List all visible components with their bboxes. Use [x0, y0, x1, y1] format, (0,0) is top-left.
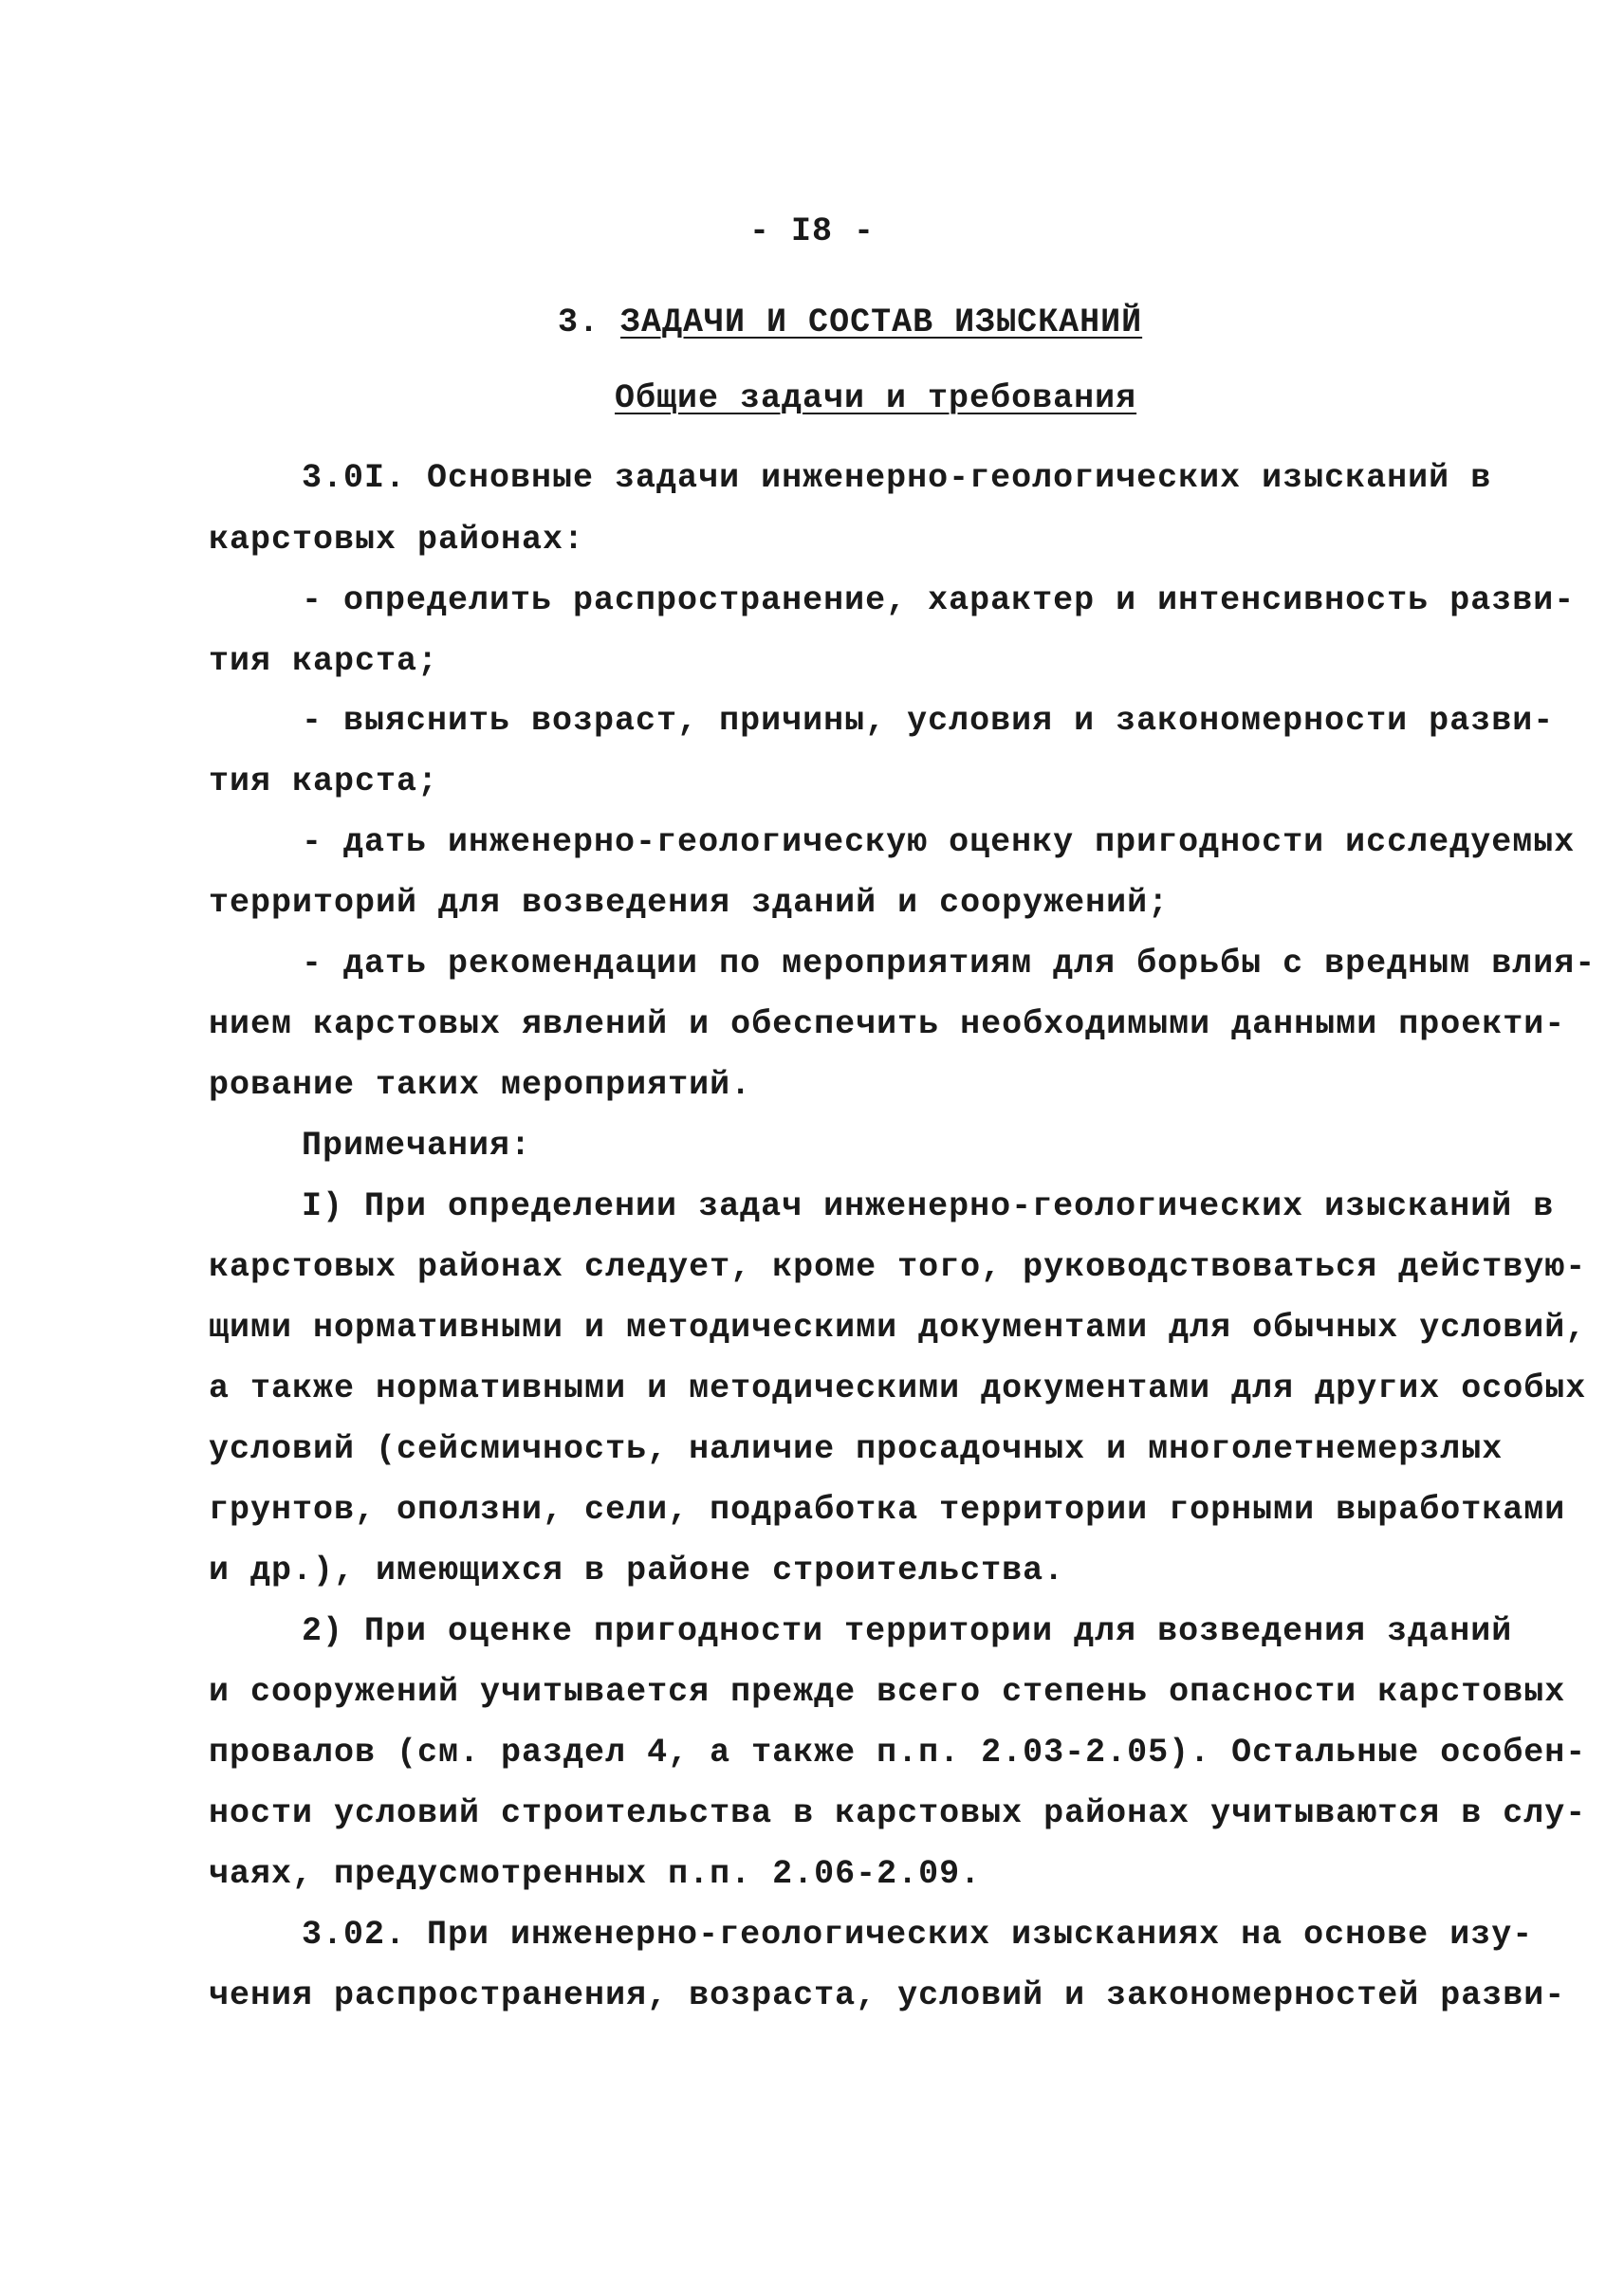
text-line: и сооружений учитывается прежде всего степень опасности карстовых — [209, 1673, 1566, 1711]
text-line: нием карстовых явлений и обеспечить необходимыми данными проекти- — [209, 1005, 1566, 1043]
page-number: - I8 - — [748, 212, 876, 250]
text-line: тия карста; — [209, 642, 439, 680]
notes-heading: Примечания: — [302, 1127, 532, 1165]
text-line: - определить распространение, характер и интенсивность разви- — [302, 581, 1576, 619]
text-line: тия карста; — [209, 762, 439, 800]
text-line: а также нормативными и методическими документами для других особых — [209, 1369, 1587, 1407]
text-line: щими нормативными и методическими документами для обычных условий, — [209, 1309, 1587, 1347]
text-line: 3.0I. Основные задачи инженерно-геологических изысканий в — [302, 459, 1492, 497]
text-line: территорий для возведения зданий и сооружений; — [209, 884, 1170, 922]
subsection-title: Общие задачи и требования — [615, 379, 1137, 417]
text-line: условий (сейсмичность, наличие просадочных и многолетнемерзлых — [209, 1430, 1504, 1468]
text-line: - дать рекомендации по мероприятиям для борьбы с вредным влия- — [302, 945, 1596, 983]
text-line: чаях, предусмотренных п.п. 2.06-2.09. — [209, 1855, 982, 1893]
text-line: грунтов, оползни, сели, подработка территории горными выработками — [209, 1491, 1566, 1529]
text-line: карстовых районах: — [209, 521, 585, 559]
text-line: карстовых районах следует, кроме того, руководствоваться действую- — [209, 1248, 1587, 1286]
section-title: ЗАДАЧИ И СОСТАВ ИЗЫСКАНИЙ — [620, 303, 1143, 341]
text-line: рование таких мероприятий. — [209, 1066, 752, 1104]
text-line: ности условий строительства в карстовых районах учитываются в слу- — [209, 1794, 1587, 1832]
text-line: и др.), имеющихся в районе строительства. — [209, 1552, 1065, 1589]
text-line: провалов (см. раздел 4, а также п.п. 2.03-2.05). Остальные особен- — [209, 1734, 1587, 1772]
section-heading — [558, 302, 1142, 343]
text-line: - дать инженерно-геологическую оценку пригодности исследуемых — [302, 823, 1576, 861]
text-line: 2) При оценке пригодности территории для возведения зданий — [302, 1612, 1513, 1650]
text-line: I) При определении задач инженерно-геологических изысканий в — [302, 1187, 1555, 1225]
text-line: - выяснить возраст, причины, условия и закономерности разви- — [302, 702, 1555, 740]
section-number: 3. — [558, 303, 600, 341]
text-line: 3.02. При инженерно-геологических изысканиях на основе изу- — [302, 1916, 1534, 1954]
text-line: чения распространения, возраста, условий и закономерностей разви- — [209, 1976, 1566, 2014]
